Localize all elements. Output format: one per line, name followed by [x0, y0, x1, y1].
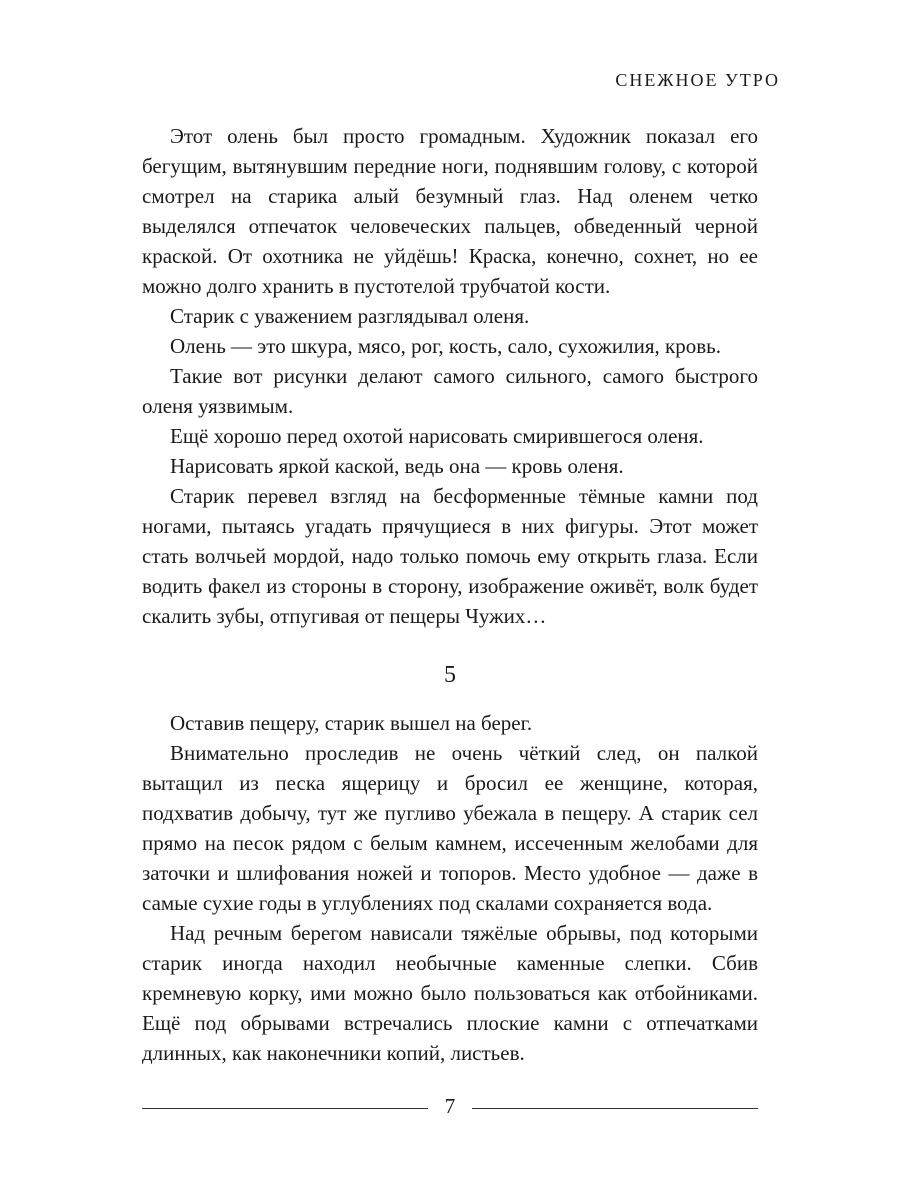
- paragraph: Такие вот рисунки делают самого сильного, самого быстрого оленя уязвимым.: [142, 364, 758, 418]
- paragraph: Старик с уважением разглядывал оленя.: [170, 304, 530, 328]
- paragraph: Над речным берегом нависали тяжёлые обрывы, под которыми старик иногда находил необычные каменные слепки. Сбив кремневую корку, ими можно было пользоваться как отбойниками. Ещё под обрывами встречались плоские камни с отпечатками длинных, как наконечники копий, листьев.: [142, 921, 758, 1065]
- paragraph: Внимательно проследив не очень чёткий след, он палкой вытащил из песка ящерицу и бросил ее женщине, которая, подхватив добычу, тут же пугливо убежала в пещеру. А старик сел прямо на песок рядом с белым камнем, иссеченным желобами для заточки и шлифования ножей и топоров. Место удобное — даже в самые сухие годы в углублениях под скалами сохраняется вода.: [142, 741, 758, 915]
- paragraph: Олень — это шкура, мясо, рог, кость, сало, сухожилия, кровь.: [170, 334, 721, 358]
- chapter-number: 5: [444, 662, 456, 688]
- paragraph: Ещё хорошо перед охотой нарисовать смирившегося оленя.: [170, 424, 704, 448]
- paragraph: Нарисовать яркой каской, ведь она — кровь оленя.: [170, 454, 624, 478]
- paragraph: Старик перевел взгляд на бесформенные тёмные камни под ногами, пытаясь угадать прячущиеся в них фигуры. Этот может стать волчьей мордой, надо только помочь ему открыть глаза. Если водить факел из стороны в сторону, изображение оживёт, волк будет скалить зубы, отпугивая от пещеры Чужих…: [142, 484, 758, 628]
- text-block-after-chapter: [142, 708, 758, 1068]
- running-head: СНЕЖНОЕ УТРО: [615, 70, 780, 90]
- footer-rule-left: [142, 1108, 428, 1109]
- page-number: 7: [444, 1094, 456, 1118]
- paragraph: Этот олень был просто громадным. Художник показал его бегущим, вытянувшим передние ноги, поднявшим голову, с которой смотрел на старика алый безумный глаз. Над оленем четко выделялся отпечаток человеческих пальцев, обведенный черной краской. От охотника не уйдёшь! Краска, конечно, сохнет, но ее можно долго хранить в пустотелой трубчатой кости.: [142, 124, 758, 298]
- text-block-before-chapter: [142, 121, 758, 631]
- paragraph: Оставив пещеру, старик вышел на берег.: [170, 711, 533, 735]
- footer-rule-right: [472, 1108, 758, 1109]
